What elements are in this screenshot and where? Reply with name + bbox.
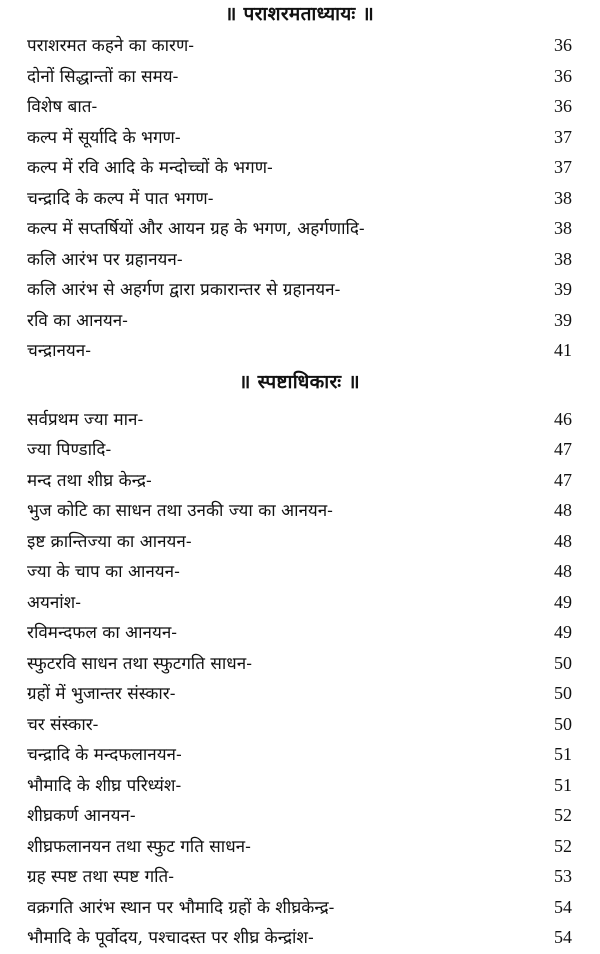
toc-entry-page: 36 <box>554 65 572 86</box>
toc-entry-page: 47 <box>554 439 572 459</box>
toc-entry <box>27 922 572 953</box>
toc-entry-page: 38 <box>554 248 572 269</box>
toc-entry-page: 51 <box>554 744 572 764</box>
toc-entry-page: 39 <box>554 309 572 330</box>
toc-entry <box>27 800 572 831</box>
toc-list-spashtadhikara <box>27 404 572 953</box>
toc-entry-page: 54 <box>554 927 572 947</box>
toc-entry-page: 47 <box>554 469 572 490</box>
toc-entry <box>27 213 572 244</box>
toc-entry-title: ज्या के चाप का आनयन- <box>27 562 180 582</box>
toc-entry <box>27 61 572 92</box>
toc-entry <box>27 183 572 214</box>
toc-entry <box>27 709 572 740</box>
toc-entry <box>27 152 572 183</box>
toc-entry-title: कल्प में सप्तर्षियों और आयन ग्रह के भगण, अहर्गणादि- <box>27 219 365 239</box>
toc-entry <box>27 892 572 923</box>
toc-entry <box>27 335 572 366</box>
toc-entry-title: अयनांश- <box>27 592 81 613</box>
toc-entry-title: रविमन्दफल का आनयन- <box>27 623 178 643</box>
toc-entry <box>27 30 572 61</box>
toc-entry-title: मन्द तथा शीघ्र केन्द्र- <box>27 470 152 491</box>
toc-entry <box>27 678 572 709</box>
toc-entry-title: ग्रहों में भुजान्तर संस्कार- <box>27 684 176 704</box>
toc-entry-page: 48 <box>554 530 572 551</box>
toc-entry-page: 54 <box>554 896 572 917</box>
toc-entry-title: कलि आरंभ से अहर्गण द्वारा प्रकारान्तर से ग्रहानयन- <box>27 280 341 300</box>
toc-entry-title: चर संस्कार- <box>27 714 99 735</box>
toc-entry-page: 49 <box>554 591 572 612</box>
toc-entry-page: 36 <box>554 96 572 116</box>
toc-entry <box>27 404 572 435</box>
toc-entry-title: शीघ्रकर्ण आनयन- <box>27 806 136 826</box>
toc-entry-title: सर्वप्रथम ज्या मान- <box>27 409 144 430</box>
toc-entry-page: 50 <box>554 652 572 673</box>
toc-entry-title: विशेष बात- <box>27 97 98 117</box>
section-heading-parasharmatadhyaya: ॥ पराशरमताध्यायः ॥ <box>224 3 375 25</box>
toc-entry-title: भौमादि के शीघ्र परिध्यंश- <box>27 775 182 796</box>
toc-entry-title: पराशरमत कहने का कारण- <box>27 36 195 56</box>
toc-entry-title: ग्रह स्पष्ट तथा स्पष्ट गति- <box>27 867 174 887</box>
toc-entry <box>27 122 572 153</box>
toc-entry-page: 36 <box>554 35 572 55</box>
toc-entry-title: स्फुटरवि साधन तथा स्फुटगति साधन- <box>27 653 252 674</box>
toc-entry-page: 49 <box>554 622 572 642</box>
toc-entry-title: भुज कोटि का साधन तथा उनकी ज्या का आनयन- <box>27 501 333 521</box>
toc-entry-page: 48 <box>554 561 572 581</box>
toc-entry-page: 52 <box>554 835 572 856</box>
toc-entry-title: दोनों सिद्धान्तों का समय- <box>27 66 179 87</box>
toc-entry-page: 37 <box>554 157 572 177</box>
toc-list-parasharmatadhyaya <box>27 30 572 366</box>
toc-entry <box>27 617 572 648</box>
toc-entry-title: शीघ्रफलानयन तथा स्फुट गति साधन- <box>27 836 251 857</box>
toc-entry <box>27 305 572 336</box>
toc-entry <box>27 739 572 770</box>
toc-entry-page: 38 <box>554 187 572 208</box>
toc-entry-title: कल्प में सूर्यादि के भगण- <box>27 127 181 148</box>
toc-entry <box>27 526 572 557</box>
toc-entry-title: चन्द्रानयन- <box>27 341 91 361</box>
toc-entry <box>27 770 572 801</box>
toc-entry-page: 38 <box>554 218 572 238</box>
toc-entry <box>27 648 572 679</box>
section-heading-spashtadhikara: ॥ स्पष्टाधिकारः ॥ <box>239 370 360 393</box>
toc-entry <box>27 831 572 862</box>
toc-entry-title: भौमादि के पूर्वोदय, पश्चादस्त पर शीघ्र केन्द्रांश- <box>27 928 314 948</box>
toc-entry <box>27 861 572 892</box>
toc-entry-page: 39 <box>554 279 572 299</box>
toc-entry <box>27 556 572 587</box>
toc-entry-title: रवि का आनयन- <box>27 310 128 331</box>
toc-entry <box>27 465 572 496</box>
toc-entry-title: कल्प में रवि आदि के मन्दोच्चों के भगण- <box>27 158 273 178</box>
toc-entry-page: 37 <box>554 126 572 147</box>
toc-entry-title: चन्द्रादि के मन्दफलानयन- <box>27 745 182 765</box>
toc-entry-page: 41 <box>554 340 572 360</box>
toc-entry-title: ज्या पिण्डादि- <box>27 440 112 460</box>
toc-entry <box>27 244 572 275</box>
toc-entry-title: चन्द्रादि के कल्प में पात भगण- <box>27 188 214 209</box>
toc-entry-title: कलि आरंभ पर ग्रहानयन- <box>27 249 183 270</box>
toc-entry <box>27 434 572 465</box>
toc-entry-page: 48 <box>554 500 572 520</box>
toc-entry-page: 52 <box>554 805 572 825</box>
toc-entry <box>27 274 572 305</box>
toc-entry-page: 50 <box>554 713 572 734</box>
toc-entry-title: वक्रगति आरंभ स्थान पर भौमादि ग्रहों के शीघ्रकेन्द्र- <box>27 897 335 918</box>
toc-entry <box>27 91 572 122</box>
toc-entry <box>27 495 572 526</box>
toc-entry-page: 53 <box>554 866 572 886</box>
toc-entry-page: 50 <box>554 683 572 703</box>
toc-entry-page: 51 <box>554 774 572 795</box>
toc-entry-title: इष्ट क्रान्तिज्या का आनयन- <box>27 531 192 552</box>
toc-entry-page: 46 <box>554 408 572 429</box>
toc-entry <box>27 587 572 618</box>
